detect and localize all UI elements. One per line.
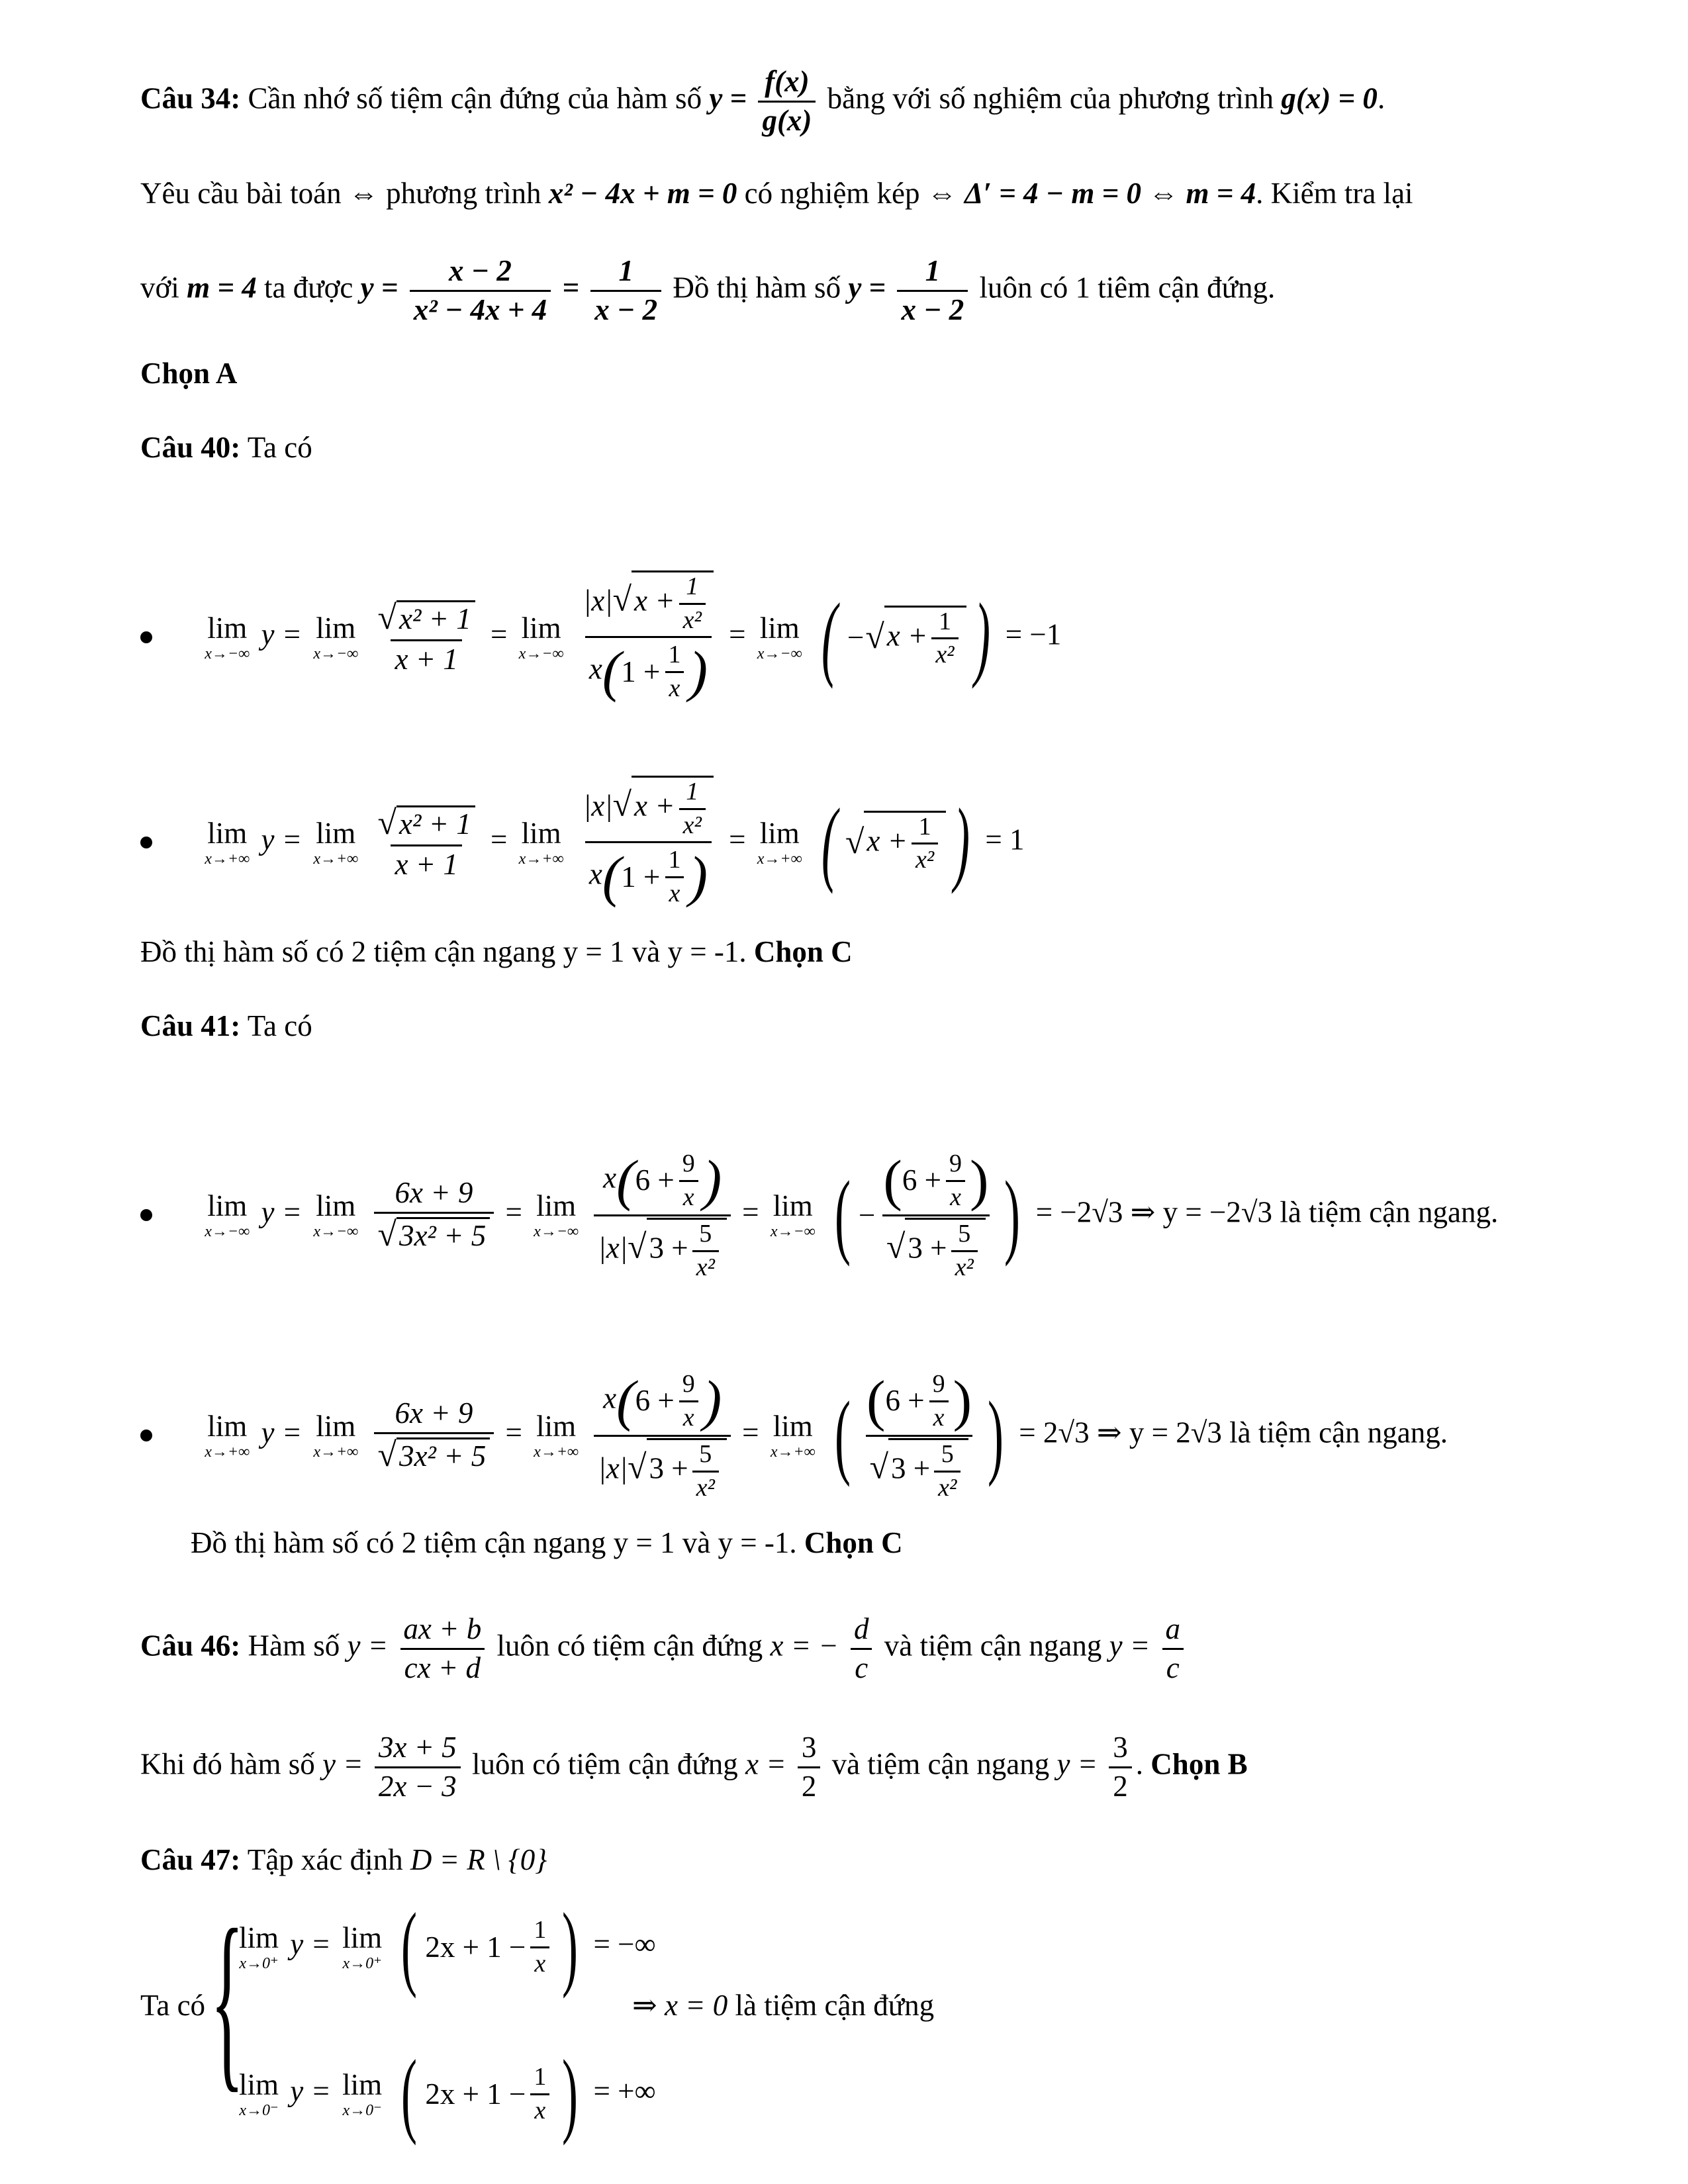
lim-sub: x→−∞ [205, 1222, 250, 1240]
q34-fraction-den: g(x) [758, 101, 816, 138]
lim-sub: x→+∞ [534, 1443, 579, 1461]
q41-b2-dd: x² [692, 1471, 719, 1503]
lim-sub: x→0⁻ [239, 2101, 279, 2119]
q40-b1-frac-1: $\frac{\text{√x² + 1}}{x + 1}$ [374, 598, 479, 676]
q46-x: x = − [770, 1629, 839, 1662]
q40-heading [140, 428, 312, 467]
q40-conclusion-text: Đồ thị hàm số có 2 tiệm cận ngang y = 1 và y = -1. [140, 935, 747, 968]
q40-conclusion [140, 932, 853, 972]
lim-sub: x→+∞ [205, 850, 250, 868]
q46-frac-x [850, 1612, 873, 1686]
q41-bullet-2: lim x→+∞ y = lim x→+∞ $\frac{6x + 9}{\text{√3x² + 5}}$ = lim x→+∞ x ( 6 + $\frac{9}{x}$ ) |x|√3 + $\frac{5}{\text{x²}}$ = lim x→+∞ ( ( 6 + $\frac{9}{x}$ ) √3 + $\frac{5}{\text{x²}}$ ) = 2√3 ⇒ y = 2√3 là tiệm cận ngang. [140, 1369, 1448, 1503]
q34-text-2: bằng với số nghiệm của phương trình [827, 81, 1274, 115]
q46-l2-x: x = [745, 1747, 786, 1781]
q34-fraction-1-den: x² − 4x + 4 [410, 290, 551, 328]
q41-b1-ind: x [946, 1180, 965, 1212]
q46-l2-frac-den: 2x − 3 [375, 1766, 461, 1804]
lim-sub: x→−∞ [518, 645, 564, 662]
q40-b2-in-n: 1 [918, 812, 931, 841]
lim-label: lim [773, 1409, 813, 1443]
bullet-icon [140, 631, 152, 643]
q47-r1-a: ( 2x + 1 − [425, 1931, 526, 1964]
q34-line-2 [140, 173, 1413, 213]
q41-b1-lim-4 [771, 1191, 816, 1240]
q34-l3-text: với [140, 271, 179, 304]
q41-b2-lim-4 [770, 1409, 816, 1461]
lim-label: lim [536, 1189, 577, 1222]
q41-b1-lim [205, 1191, 250, 1240]
q46-l2-text-c: và tiệm cận ngang [831, 1747, 1050, 1781]
lim-label: lim [316, 816, 356, 850]
q34-line-3 [140, 254, 1275, 328]
lim-label: lim [536, 1409, 577, 1443]
q47-heading [140, 1840, 547, 1880]
q41-choice: Chọn C [804, 1526, 903, 1559]
q41-b2-y: y = [261, 1416, 303, 1449]
q40-b1-lim-4 [757, 611, 802, 662]
q41-b1-dc: 5 [699, 1220, 712, 1248]
q41-b1-db: 3 + [649, 1231, 688, 1265]
lim-sub: x→−∞ [313, 645, 359, 662]
q47-implies: ⇒ x = 0 [632, 1989, 728, 2022]
lim-label: lim [521, 816, 561, 850]
q47-r2-result: = +∞ [593, 2074, 656, 2108]
q41-b2-frac-1-den: 3x² + 5 [397, 1437, 490, 1474]
q46-frac-num: ax + b [403, 1612, 482, 1645]
lim-label: lim [239, 1921, 279, 1954]
q46-frac-y-num: a [1165, 1612, 1180, 1645]
q47-row-2 [235, 2063, 656, 2125]
q41-conclusion [191, 1523, 903, 1563]
q40-b1-d2d: x [665, 671, 684, 704]
q41-b1-tail: là tiệm cận ngang. [1280, 1195, 1499, 1229]
q46-frac-x-den: c [851, 1648, 872, 1686]
lim-sub: x→−∞ [770, 1222, 816, 1240]
q40-b2-frac-1: $\frac{\text{√x² + 1}}{x + 1}$ [374, 803, 479, 882]
lim-sub: x→+∞ [518, 850, 564, 868]
lim-label: lim [207, 1409, 248, 1443]
q40-b2-frac-1-num: x² + 1 [397, 805, 475, 842]
q34-period: . [1377, 81, 1385, 115]
q40-b2-frac-2: |x|√x + $\frac{1}{\text{x²}}$ x ( 1 + $\frac{1}{x}$ ) [579, 776, 718, 910]
q34-line-1 [140, 65, 1385, 138]
q40-b1-frac-1-num: x² + 1 [397, 600, 475, 637]
q41-b2-lim-2 [313, 1409, 359, 1461]
q40-b2-d2c: 1 [668, 846, 681, 874]
q34-choice: Chọn A [140, 357, 238, 390]
q40-b2-y: y = [261, 823, 303, 856]
q34-equals: = [562, 271, 580, 304]
q47-r2-y: y = [290, 2074, 331, 2108]
bullet-icon [140, 1430, 152, 1441]
q40-b1-frac-1-den: x + 1 [391, 639, 461, 677]
q41-b1-frac-1-den: 3x² + 5 [397, 1217, 490, 1253]
q41-b2-nb: ( 6 + [635, 1384, 675, 1418]
lim-sub: x→+∞ [757, 850, 802, 868]
q40-bullet-2: lim x→+∞ y = lim x→+∞ $\frac{\text{√x² + 1}}{x + 1}$ = lim x→+∞ |x|√x + $\frac{1}{\text{x²}}$ x ( 1 + $\frac{1}{x}$ ) = lim x→+∞ ( √ x + $\frac{1}{\text{x²}}$ ) = 1 [140, 776, 1025, 910]
q46-l2-y2: y = [1056, 1747, 1098, 1781]
q41-b1-frac-2: x ( 6 + $\frac{9}{x}$ ) |x|√3 + $\frac{5}{\text{x²}}$ [594, 1148, 731, 1283]
q47-r2-n: 1 [534, 2063, 547, 2091]
q41-b1-na: x [603, 1161, 617, 1195]
lim-sub: x→+∞ [313, 1443, 359, 1461]
q40-b1-y: y = [261, 617, 303, 651]
q46-text-2: luôn có tiệm cận đứng [496, 1629, 763, 1662]
q40-b2-n2d: x² [679, 808, 706, 841]
q34-l3-text-c: Đồ thị hàm số [673, 271, 841, 304]
q41-b1-paren [827, 1148, 1028, 1283]
q40-b2-d2a: x [588, 857, 602, 891]
q34-discriminant: ⇔ Δ′ = 4 − m = 0 ⇔ m = 4 [927, 177, 1256, 210]
q34-y: y = [709, 81, 747, 115]
q41-b2-inb: ( ( 6 + [885, 1384, 925, 1418]
q40-b1-d2a: x [588, 652, 602, 686]
q34-text: Cần nhớ số tiệm cận đứng của hàm số [248, 81, 702, 115]
lim-sub: x→−∞ [757, 645, 802, 662]
q41-b1-inc: 9 [949, 1149, 962, 1177]
q40-b1-n2d: x² [679, 603, 706, 635]
q40-b2-lim [205, 816, 250, 868]
q41-b1-idb: 3 + [908, 1231, 947, 1265]
q46-y: y = [347, 1629, 389, 1662]
q47-r2-paren [393, 2063, 586, 2125]
q40-b1-lim [205, 611, 250, 662]
q41-b2-dc: 5 [699, 1440, 712, 1469]
q41-b1-lim-3 [534, 1191, 579, 1240]
q40-b1-lim-3 [518, 611, 564, 662]
left-brace-icon: { [211, 1889, 244, 2109]
q46-l2-frac-x [798, 1731, 821, 1804]
q41-conclusion-text: Đồ thị hàm số có 2 tiệm cận ngang y = 1 và y = -1. [191, 1526, 797, 1559]
q34-l2-text-c: có nghiệm kép [744, 177, 920, 210]
q34-l3-y2: y = [848, 271, 886, 304]
lim-sub: x→−∞ [313, 1222, 359, 1240]
q41-b2-nd: x [679, 1400, 698, 1433]
lim-sub: x→−∞ [534, 1222, 579, 1240]
q46-l2-frac-num: 3x + 5 [378, 1731, 457, 1764]
equivalence-icon: ⇔ [348, 177, 379, 210]
q41-b2-idc: 5 [941, 1440, 954, 1469]
q46-l2-frac-y [1109, 1731, 1132, 1804]
q40-b1-frac-2: |x|√x + $\frac{1}{\text{x²}}$ x ( 1 + $\frac{1}{x}$ ) [579, 570, 718, 705]
q34-l3-text-b: ta được [263, 271, 353, 304]
q46-l2-text-b: luôn có tiệm cận đứng [471, 1747, 738, 1781]
q40-choice: Chọn C [753, 935, 853, 968]
q34-l2-text-b: phương trình [386, 177, 541, 210]
lim-label: lim [759, 816, 800, 850]
q40-b2-lim-2 [313, 816, 359, 868]
q47-row-1 [235, 1916, 656, 1978]
lim-label: lim [239, 2068, 279, 2101]
q41-b1-sign: ( − [858, 1199, 876, 1232]
bullet-icon [140, 837, 152, 848]
lim-sub: x→−∞ [205, 645, 250, 662]
q41-b1-dd: x² [692, 1250, 719, 1283]
q41-b2-result: = 2√3 ⇒ y = 2√3 [1019, 1416, 1222, 1449]
q40-b1-d2b: ( 1 + [621, 655, 661, 688]
q34-fraction-1-num: x − 2 [449, 254, 512, 287]
q46-l2-text: Khi đó hàm số [140, 1747, 315, 1781]
q41-b2-paren [827, 1369, 1011, 1503]
q46-choice: Chọn B [1150, 1747, 1248, 1781]
q34-fraction-3 [897, 254, 968, 328]
lim-label: lim [316, 611, 356, 645]
q47-r2-d: x [530, 2093, 549, 2126]
q46-frac [399, 1612, 485, 1686]
q47-r2-lim [239, 2070, 279, 2118]
q41-b2-ind: x [929, 1400, 949, 1433]
q47-intro: Ta có [140, 1989, 206, 2022]
lim-label: lim [759, 611, 800, 645]
q41-b2-db: 3 + [649, 1451, 688, 1485]
abs-x: |x| [583, 584, 613, 617]
lim-label: lim [316, 1189, 356, 1222]
q47-r1-y: y = [290, 1927, 331, 1961]
q40-b1-n2b: x + [634, 584, 675, 617]
q40-b1-lim-2 [313, 611, 359, 662]
q34-fraction-num: f(x) [765, 65, 810, 98]
q41-b1-inner-frac: ( 6 + $\frac{9}{x}$ ) √3 + $\frac{5}{\text{x²}}$ [879, 1148, 992, 1283]
lim-sub: x→0⁻ [342, 2101, 382, 2119]
q40-b1-in-n: 1 [938, 607, 951, 635]
q40-b2-in-a: x + [867, 824, 908, 858]
q47-r1-lim-2 [342, 1923, 382, 1972]
q46-frac-den: cx + d [400, 1648, 485, 1686]
q41-b2-tail: là tiệm cận ngang. [1229, 1416, 1448, 1449]
lim-sub: x→+∞ [313, 850, 359, 868]
q34-label: Câu 34: [140, 81, 241, 115]
lim-sub: x→+∞ [205, 1443, 250, 1461]
lim-label: lim [521, 611, 561, 645]
q40-b1-paren: ( − √ x + $\frac{1}{\text{x²}}$ ) [814, 606, 998, 670]
q47-r1-paren [393, 1916, 586, 1978]
q40-b2-frac-1-den: x + 1 [391, 844, 461, 882]
q41-b1-result: = −2√3 ⇒ y = −2√3 [1035, 1195, 1273, 1229]
q40-b2-lim-4 [757, 816, 802, 868]
q46-l2-y: y = [322, 1747, 363, 1781]
q41-b2-lim-3 [534, 1409, 579, 1461]
q46-text-1: Hàm số [248, 1629, 340, 1662]
q46-frac-y-den: c [1162, 1648, 1184, 1686]
q41-intro: Ta có [247, 1009, 312, 1042]
lim-label: lim [207, 816, 248, 850]
lim-label: lim [207, 1189, 248, 1222]
q46-line-1 [140, 1612, 1188, 1686]
lim-label: lim [342, 1921, 383, 1954]
q40-label: Câu 40: [140, 431, 241, 464]
q34-fraction-1 [410, 254, 551, 328]
q34-fraction-3-num: 1 [925, 254, 941, 287]
q47-r1-n: 1 [534, 1916, 547, 1944]
q41-b1-inb: ( 6 + [902, 1163, 941, 1197]
abs-x: |x| [598, 1451, 628, 1485]
q41-b1-frac-1: $\frac{6x + 9}{\text{√3x² + 5}}$ [374, 1176, 494, 1254]
q41-b2-lim [205, 1409, 250, 1461]
q47-r2-lim-2 [342, 2070, 382, 2118]
q40-b2-result: = 1 [985, 823, 1025, 856]
q40-b2-in-d: x² [912, 842, 938, 875]
q34-quadratic: x² − 4x + m = 0 [548, 177, 737, 210]
q34-fraction [758, 65, 816, 138]
q40-b2-lim-3 [518, 816, 564, 868]
q41-b2-na: x [603, 1381, 617, 1415]
q47-text: Tập xác định [247, 1843, 403, 1876]
q34-l2-text-d: . Kiểm tra lại [1256, 177, 1413, 210]
q46-l2-frac [375, 1731, 461, 1804]
q41-b2-frac-1: $\frac{6x + 9}{\text{√3x² + 5}}$ [374, 1396, 494, 1475]
q40-b2-n2c: 1 [686, 778, 699, 805]
abs-x: |x| [598, 1231, 628, 1265]
q41-b2-idb: 3 + [891, 1451, 931, 1485]
q40-b2-d2b: ( 1 + [621, 860, 661, 893]
q46-y2: y = [1109, 1629, 1150, 1662]
q40-b1-in-d: x² [931, 637, 958, 670]
q34-m-value: m = 4 [187, 271, 257, 304]
lim-label: lim [342, 2068, 383, 2101]
q40-b2-n2b: x + [634, 789, 675, 823]
q34-l2-text: Yêu cầu bài toán [140, 177, 342, 210]
q34-fraction-2-den: x − 2 [590, 290, 661, 328]
q41-b1-y: y = [261, 1195, 303, 1229]
q40-b1-sign: ( − [845, 621, 866, 655]
q34-fraction-2 [590, 254, 661, 328]
q41-b1-nd: x [679, 1180, 698, 1212]
q41-bullet-1: lim x→−∞ y = lim x→−∞ $\frac{6x + 9}{\text{√3x² + 5}}$ = lim x→−∞ x ( 6 + $\frac{9}{x}$ ) |x|√3 + $\frac{5}{\text{x²}}$ = lim x→−∞ ( − ( 6 + $\frac{9}{x}$ ) √3 + $\frac{5}{\text{x²}}$ ) = −2√3 ⇒ y = −2√3 là tiệm cận ngang. [140, 1148, 1498, 1283]
q46-frac-x-num: d [853, 1612, 869, 1645]
q40-b2-d2d: x [665, 876, 684, 909]
q46-frac-y [1161, 1612, 1184, 1686]
q34-l3-text-d: luôn có 1 tiêm cận đứng. [979, 271, 1276, 304]
q40-b1-result: = −1 [1005, 617, 1062, 651]
q46-l2-frac-x-num: 3 [801, 1731, 817, 1764]
lim-label: lim [207, 611, 248, 645]
q41-b2-frac-1-num: 6x + 9 [395, 1396, 473, 1430]
q40-b1-d2c: 1 [668, 641, 681, 669]
q41-b2-idd: x² [934, 1471, 961, 1503]
q41-b1-idd: x² [951, 1250, 978, 1283]
q40-bullet-1: lim x→−∞ y = lim x→−∞ $\frac{\text{√x² + 1}}{x + 1}$ = lim x→−∞ |x|√x + $\frac{1}{\text{x²}}$ x ( 1 + $\frac{1}{x}$ ) = lim x→−∞ ( − √ x + $\frac{1}{\text{x²}}$ ) = −1 [140, 570, 1061, 705]
lim-sub: x→0⁺ [239, 1954, 279, 1972]
q46-text-3: và tiệm cận ngang [884, 1629, 1102, 1662]
q34-equation: g(x) = 0 [1281, 81, 1378, 115]
lim-sub: x→+∞ [770, 1443, 816, 1461]
q47-r1-result: = −∞ [593, 1927, 656, 1961]
q41-b1-nb: ( 6 + [635, 1163, 675, 1197]
q41-b1-idc: 5 [958, 1220, 971, 1248]
q46-label: Câu 46: [140, 1629, 241, 1662]
q41-b1-lim-2 [313, 1191, 358, 1240]
q46-line-2 [140, 1731, 1248, 1804]
q41-b2-inner-frac: ( ( 6 + $\frac{9}{x}$ ) √3 + $\frac{5}{\text{x²}}$ [863, 1369, 976, 1503]
q41-heading [140, 1006, 312, 1046]
q41-b2-inc: 9 [932, 1369, 945, 1398]
q47-domain: D = R \ {0} [410, 1843, 547, 1876]
lim-sub: x→0⁺ [342, 1954, 382, 1972]
q47-conclusion [632, 1985, 934, 2025]
q47-r1-lim [239, 1923, 279, 1972]
q40-intro: Ta có [247, 431, 312, 464]
q41-b1-nc: 9 [682, 1149, 695, 1177]
q40-b2-paren: ( √ x + $\frac{1}{\text{x²}}$ ) [814, 811, 978, 875]
abs-x: |x| [583, 789, 613, 823]
q41-b2-frac-2: x ( 6 + $\frac{9}{x}$ ) |x|√3 + $\frac{5}{\text{x²}}$ [594, 1369, 731, 1503]
q46-l2-frac-x-den: 2 [798, 1766, 821, 1804]
lim-label: lim [316, 1409, 356, 1443]
q47-tail: là tiệm cận đứng [735, 1989, 935, 2022]
q41-label: Câu 41: [140, 1009, 241, 1042]
q34-fraction-3-den: x − 2 [897, 290, 968, 328]
q46-l2-dot: . [1135, 1747, 1144, 1781]
q47-r1-d: x [530, 1946, 549, 1979]
bullet-icon [140, 1209, 152, 1221]
q47-r2-a: ( 2x + 1 − [425, 2077, 526, 2111]
q47-label: Câu 47: [140, 1843, 241, 1876]
q40-b1-n2c: 1 [686, 572, 699, 600]
q46-l2-frac-y-den: 2 [1109, 1766, 1132, 1804]
q34-l3-y: y = [360, 271, 399, 304]
q41-b2-nc: 9 [682, 1369, 695, 1398]
q46-l2-frac-y-num: 3 [1113, 1731, 1128, 1764]
q41-b1-frac-1-num: 6x + 9 [395, 1176, 473, 1210]
q40-b1-in-a: x + [886, 619, 928, 653]
lim-label: lim [773, 1189, 813, 1222]
q34-fraction-2-num: 1 [618, 254, 633, 287]
